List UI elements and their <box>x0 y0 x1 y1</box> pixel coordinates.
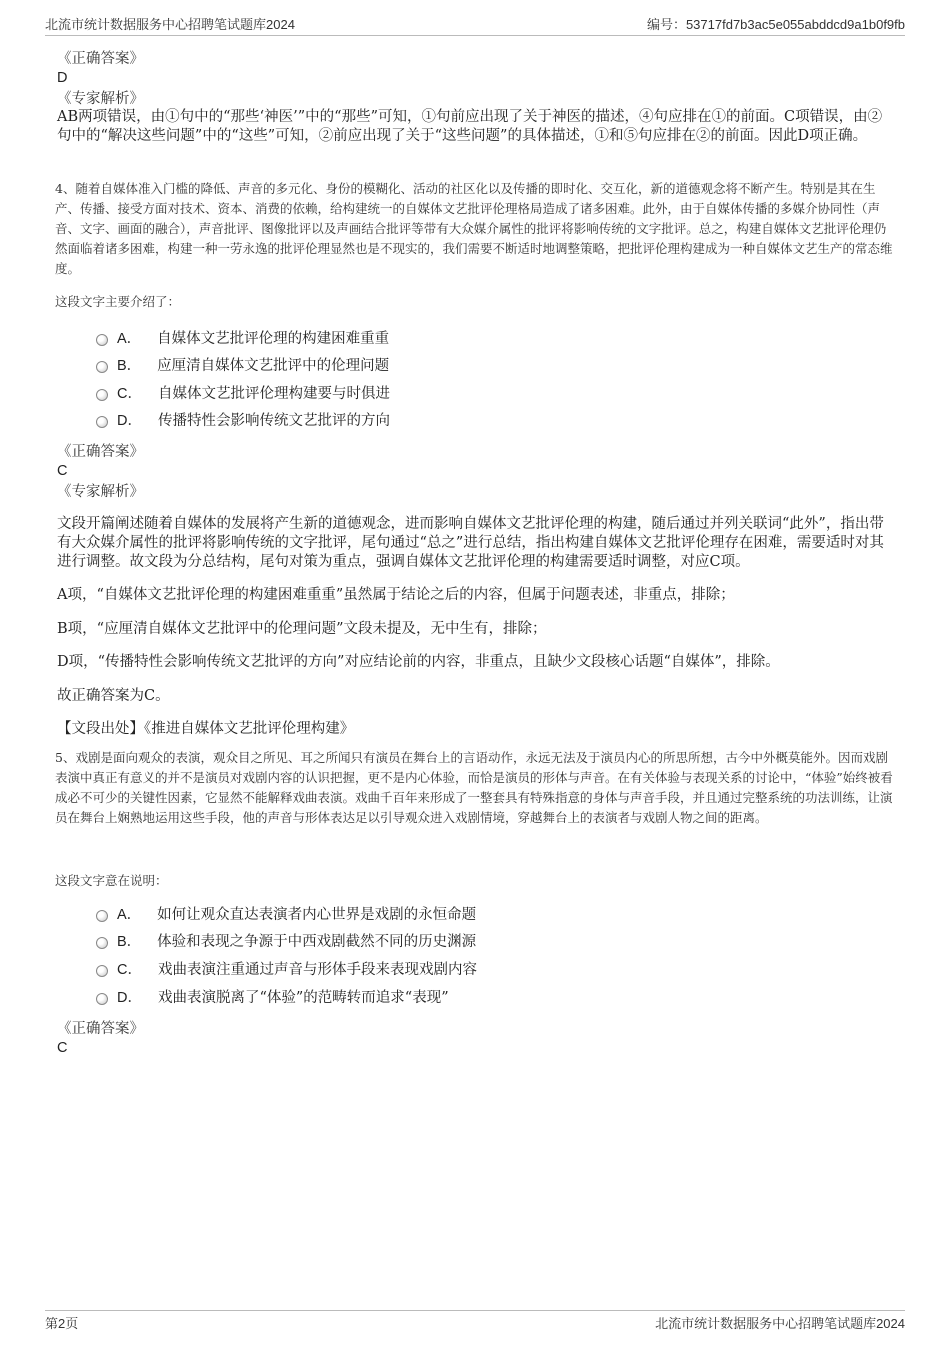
q4-question: 这段文字主要介绍了： <box>55 294 181 309</box>
q5-option-b[interactable]: B． 体验和表现之争源于中西戏剧截然不同的历史渊源 <box>96 931 476 953</box>
q5-answer-label: 《正确答案》 <box>57 1021 144 1037</box>
q4-option-a[interactable]: A． 自媒体文艺批评伦理的构建困难重重 <box>96 328 389 350</box>
q4-analysis-a: A项，“自媒体文艺批评伦理的构建困难重重”虽然属于结论之后的内容，但属于问题表述，非重点，排除； <box>57 587 735 603</box>
q3-analysis-label: 《专家解析》 <box>57 91 144 107</box>
radio-icon[interactable] <box>96 389 108 401</box>
q3-answer-label: 《正确答案》 <box>57 51 144 67</box>
q4-stem: 4、随着自媒体准入门槛的降低、声音的多元化、身份的模糊化、活动的社区化以及传播的即时化、交互化，新的道德观念将不断产生。特别是其在生产、传播、接受方面对技术、资本、消费的依赖，给构建统一的自媒体文艺批评伦理格局造成了诸多困难。此外，由于自媒体传播的多媒介协同性（声音、文字、画面的融合），声音批评、图像批评以及声画结合批评等带有大众媒介属性的批评将影响传统的文字批评。总之，构建自媒体文艺批评伦理仍然面临着诸多困难，构建一种一劳永逸的批评伦理显然也是不现实的，我们需要不断适时地调整策略，把批评伦理构建成为一种自媒体文艺生产的常态维度。 <box>55 181 893 276</box>
q5-answer: C <box>57 1040 68 1056</box>
radio-icon[interactable] <box>96 334 108 346</box>
footer-divider <box>45 1310 905 1311</box>
radio-icon[interactable] <box>96 416 108 428</box>
q5-option-c[interactable]: C． 戏曲表演注重通过声音与形体手段来表现戏剧内容 <box>96 959 477 981</box>
radio-icon[interactable] <box>96 361 108 373</box>
q4-option-b[interactable]: B． 应厘清自媒体文艺批评中的伦理问题 <box>96 355 389 377</box>
q5-stem: 5、戏剧是面向观众的表演，观众目之所见、耳之所闻只有演员在舞台上的言语动作，永远无法及于演员内心的所思所想，古今中外概莫能外。因而戏剧表演中真正有意义的并不是演员对戏剧内容的认识把握，更不是内心体验，而恰是演员的形体与声音。在有关体验与表现关系的讨论中，“体验”始终被看成必不可少的关键性因素，它显然不能解释戏曲表演。戏曲千百年来形成了一整套具有特殊指意的身体与声音手段，并且通过完整系统的功法训练，让演员在舞台上娴熟地运用这些手段，他的声音与形体表达足以引导观众进入戏剧情境，穿越舞台上的表演者与戏剧人物之间的距离。 <box>55 750 893 825</box>
q4-analysis-d: D项，“传播特性会影响传统文艺批评的方向”对应结论前的内容，非重点，且缺少文段核心话题“自媒体”，排除。 <box>57 654 780 670</box>
q4-analysis-conclusion: 故正确答案为C。 <box>57 688 170 704</box>
q4-option-d[interactable]: D． 传播特性会影响传统文艺批评的方向 <box>96 410 390 432</box>
radio-icon[interactable] <box>96 937 108 949</box>
header-code: 编号：53717fd7b3ac5e055abddcd9a1b0f9fb <box>646 17 905 32</box>
q4-analysis-b: B项，“应厘清自媒体文艺批评中的伦理问题”文段未提及，无中生有，排除； <box>57 621 547 637</box>
q5-option-d[interactable]: D． 戏曲表演脱离了“体验”的范畴转而追求“表现” <box>96 987 449 1009</box>
q4-analysis-summary: 文段开篇阐述随着自媒体的发展将产生新的道德观念，进而影响自媒体文艺批评伦理的构建，随后通过并列关联词“此外”，指出带有大众媒介属性的批评将影响传统的文字批评，尾句通过“总之”进行总结，指出构建自媒体文艺批评伦理存在困难，需要适时对其进行调整。故文段为分总结构，尾句对策为重点，强调自媒体文艺批评伦理的构建需要适时调整，对应C项。 <box>57 516 884 570</box>
q4-answer-label: 《正确答案》 <box>57 444 144 460</box>
q3-analysis: AB两项错误，由①句中的“那些‘神医’”中的“那些”可知，①句前应出现了关于神医的描述，④句应排在①的前面。C项错误，由②句中的“解决这些问题”中的“这些”可知，②前应出现了关于“这些问题”的具体描述，①和⑤句应排在②的前面。因此D项正确。 <box>57 109 883 144</box>
q3-answer: D <box>57 70 68 86</box>
header-divider <box>45 35 905 36</box>
q4-answer: C <box>57 463 68 479</box>
page-number: 第2页 <box>45 1316 79 1331</box>
q5-question: 这段文字意在说明： <box>55 873 168 888</box>
footer-title: 北流市统计数据服务中心招聘笔试题库2024 <box>655 1316 905 1331</box>
page-footer <box>45 1313 905 1333</box>
q4-analysis-label: 《专家解析》 <box>57 484 144 500</box>
page-header <box>45 14 905 34</box>
header-title: 北流市统计数据服务中心招聘笔试题库2024 <box>45 17 295 32</box>
radio-icon[interactable] <box>96 965 108 977</box>
q4-source: 【文段出处】《推进自媒体文艺批评伦理构建》 <box>57 721 355 737</box>
q5-option-a[interactable]: A． 如何让观众直达表演者内心世界是戏剧的永恒命题 <box>96 904 476 926</box>
q4-option-c[interactable]: C． 自媒体文艺批评伦理构建要与时俱进 <box>96 383 390 405</box>
radio-icon[interactable] <box>96 910 108 922</box>
radio-icon[interactable] <box>96 993 108 1005</box>
